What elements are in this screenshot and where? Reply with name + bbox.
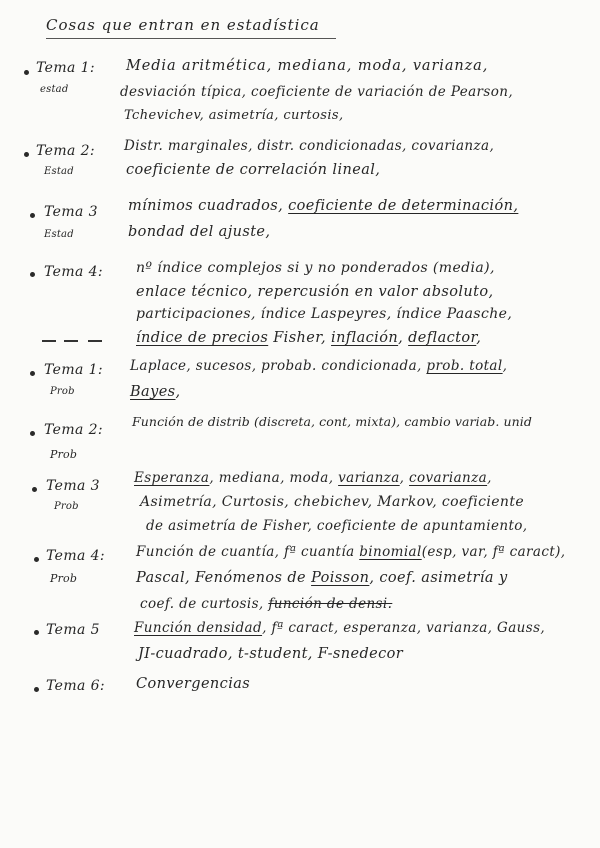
entry-line [128, 198, 518, 214]
entry-line: Media aritmética, mediana, moda, varianza, [126, 58, 489, 74]
underlined-term: Poisson [311, 570, 370, 586]
text-run: , [175, 384, 181, 400]
underlined-term: prob. total [426, 358, 503, 374]
entry-label: Tema 1: [44, 362, 104, 378]
text-run: Laplace, sucesos, probab. condicionada, [130, 358, 427, 374]
text-run: , fª caract, esperanza, varianza, Gauss, [262, 620, 546, 636]
entry-line [130, 384, 181, 400]
entry-line: bondad del ajuste, [128, 224, 271, 240]
text-run: , [399, 470, 410, 486]
bullet [24, 70, 29, 75]
text-run: , coef. asimetría y [369, 570, 508, 586]
text-run: coef. de curtosis, [140, 596, 269, 612]
entry-line: Distr. marginales, distr. condicionadas, covarianza, [124, 138, 495, 154]
entry-sub: Estad [44, 166, 74, 177]
dash-mark [64, 340, 78, 342]
bullet [34, 687, 39, 692]
entry-label: Tema 1: [36, 60, 96, 76]
entry-sub: Prob [54, 501, 79, 512]
entry-sub: Prob [50, 572, 78, 585]
underlined-term: índice de precios [136, 330, 269, 346]
entry-line [130, 358, 507, 374]
entry-line [134, 470, 492, 486]
text-run: Función de cuantía, fª cuantía [136, 544, 360, 560]
entry-label: Tema 4: [44, 264, 104, 280]
bullet [30, 431, 35, 436]
entry-line [136, 570, 508, 586]
underlined-term: Esperanza [134, 470, 210, 486]
underlined-term: Bayes [130, 384, 176, 400]
underlined-term: Función densidad [134, 620, 263, 636]
entry-sub: Estad [44, 229, 74, 240]
bullet [30, 213, 35, 218]
entry-line [136, 330, 481, 346]
title-underline [46, 38, 336, 39]
text-run: Fisher, [268, 330, 332, 346]
text-run: (esp, var, fª caract), [421, 544, 566, 560]
entry-line: Función de distrib (discreta, cont, mixta), cambio variab. unid [132, 414, 533, 429]
entry-sub: Prob [50, 448, 78, 461]
underlined-term: coeficiente de determinación, [288, 198, 519, 214]
entry-label: Tema 3 [44, 204, 98, 220]
entry-line: Asimetría, Curtosis, chebichev, Markov, coeficiente [140, 494, 525, 510]
entry-line [134, 620, 545, 636]
entry-sub: Prob [50, 386, 75, 397]
text-run: , [487, 470, 492, 486]
text-run: , [476, 330, 482, 346]
bullet [34, 630, 39, 635]
entry-label: Tema 2: [36, 143, 96, 159]
underlined-term: deflactor [408, 330, 477, 346]
entry-label: Tema 5 [46, 622, 100, 638]
entry-label: Tema 2: [44, 422, 104, 438]
underlined-term: inflación [331, 330, 399, 346]
underlined-term: varianza [338, 470, 400, 486]
text-run: mínimos cuadrados, [128, 198, 289, 214]
entry-line: nº índice complejos si y no ponderados (media), [136, 260, 495, 276]
entry-label: Tema 6: [46, 678, 106, 694]
bullet [34, 557, 39, 562]
entry-sub: estad [40, 84, 69, 95]
entry-line: enlace técnico, repercusión en valor absoluto, [136, 284, 494, 300]
dash-mark [42, 340, 56, 342]
entry-line: Tchevichev, asimetría, curtosis, [124, 108, 344, 123]
entry-line: de asimetría de Fisher, coeficiente de apuntamiento, [146, 518, 528, 534]
entry-line [136, 544, 566, 560]
dash-mark [88, 340, 102, 342]
underlined-term: covarianza [409, 470, 488, 486]
entry-line: participaciones, índice Laspeyres, índice Paasche, [136, 306, 513, 322]
text-run: , [398, 330, 409, 346]
bullet [32, 487, 37, 492]
underlined-term: binomial [359, 544, 422, 560]
bullet [30, 371, 35, 376]
struck-term: función de densi. [268, 596, 393, 612]
entry-label: Tema 3 [46, 478, 100, 494]
text-run: Pascal, Fenómenos de [136, 570, 312, 586]
entry-line: desviación típica, coeficiente de variación de Pearson, [120, 84, 514, 100]
entry-line: JI-cuadrado, t-student, F-snedecor [138, 646, 404, 662]
text-run: , [502, 358, 508, 374]
entry-line: coeficiente de correlación lineal, [126, 162, 381, 178]
entry-line: Convergencias [136, 676, 251, 692]
bullet [30, 272, 35, 277]
entry-line [140, 596, 392, 612]
text-run: , mediana, moda, [209, 470, 339, 486]
bullet [24, 152, 29, 157]
page-title: Cosas que entran en estadística [46, 16, 320, 34]
entry-label: Tema 4: [46, 548, 106, 564]
